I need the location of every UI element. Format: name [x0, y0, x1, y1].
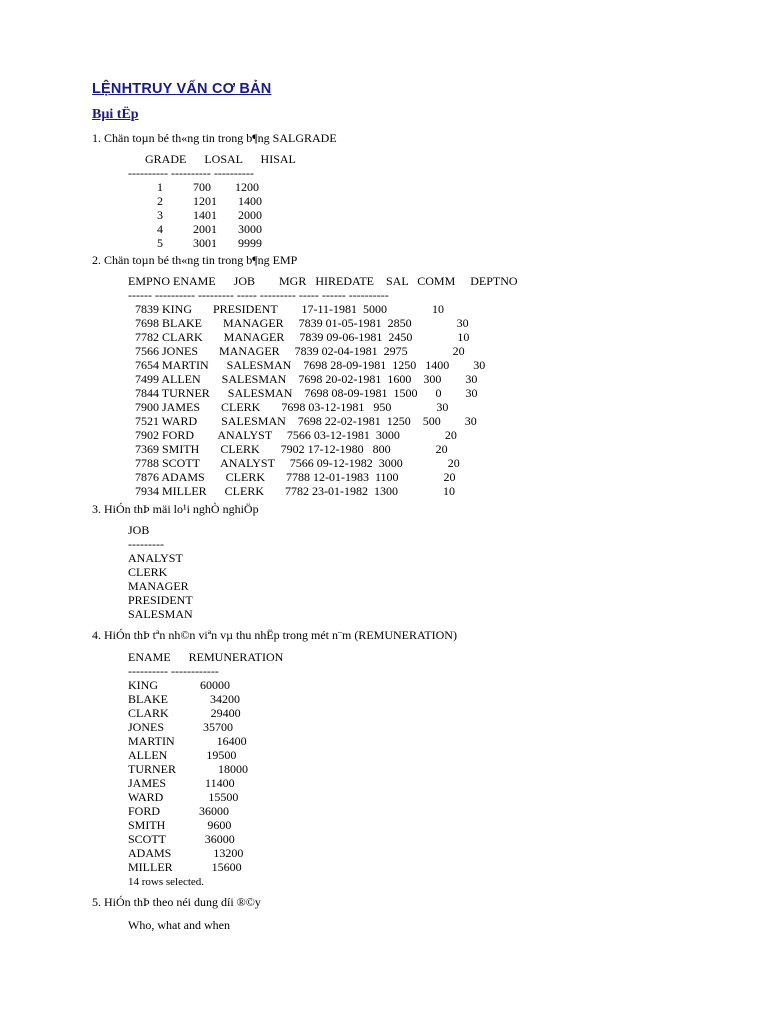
emp-row: 7902 FORD ANALYST 7566 03-12-1981 3000 20 — [135, 428, 457, 442]
job-row: PRESIDENT — [128, 593, 193, 607]
remuneration-row: SMITH 9600 — [128, 818, 232, 832]
remuneration-row: BLAKE 34200 — [128, 692, 240, 706]
emp-row: 7566 JONES MANAGER 7839 02-04-1981 2975 20 — [135, 344, 465, 358]
job-row: SALESMAN — [128, 607, 193, 621]
question-4-label: 4. HiÓn thÞ tªn nh©n viªn vµ thu nhËp trong mét n¨m (REMUNERATION) — [92, 628, 457, 642]
job-row: ANALYST — [128, 551, 183, 565]
job-row: CLERK — [128, 565, 168, 579]
remuneration-row: CLARK 29400 — [128, 706, 241, 720]
remuneration-row: MILLER 15600 — [128, 860, 242, 874]
emp-row: 7782 CLARK MANAGER 7839 09-06-1981 2450 10 — [135, 330, 470, 344]
emp-divider: ------ ---------- --------- ----- --------- ----- ------ ---------- — [128, 288, 389, 302]
job-divider: --------- — [128, 537, 164, 551]
emp-row: 7900 JAMES CLERK 7698 03-12-1981 950 30 — [135, 400, 449, 414]
job-header: JOB — [128, 523, 150, 537]
question-5-label: 5. HiÓn thÞ theo néi dung díi ®©y — [92, 895, 261, 909]
salgrade-header: GRADE LOSAL HISAL — [145, 152, 296, 166]
remuneration-row: FORD 36000 — [128, 804, 230, 818]
remuneration-header: ENAME REMUNERATION — [128, 650, 284, 664]
remuneration-row: ALLEN 19500 — [128, 748, 237, 762]
remuneration-row: WARD 15500 — [128, 790, 239, 804]
question-2-label: 2. Chän toµn bé th«ng tin trong b¶ng EMP — [92, 253, 298, 267]
question-3-label: 3. HiÓn thÞ mäi lo¹i nghÒ nghiÖp — [92, 502, 259, 516]
salgrade-row: 4 2001 3000 — [157, 222, 262, 236]
remuneration-divider: ---------- ------------ — [128, 664, 219, 678]
remuneration-row: JAMES 11400 — [128, 776, 235, 790]
remuneration-row: SCOTT 36000 — [128, 832, 235, 846]
emp-row: 7499 ALLEN SALESMAN 7698 20-02-1981 1600 300 30 — [135, 372, 478, 386]
salgrade-divider: ---------- ---------- ---------- — [128, 166, 254, 180]
emp-row: 7934 MILLER CLERK 7782 23-01-1982 1300 10 — [135, 484, 455, 498]
salgrade-row: 1 700 1200 — [157, 180, 259, 194]
emp-row: 7839 KING PRESIDENT 17-11-1981 5000 10 — [135, 302, 444, 316]
remuneration-row: TURNER 18000 — [128, 762, 248, 776]
remuneration-row: MARTIN 16400 — [128, 734, 247, 748]
remuneration-row: JONES 35700 — [128, 720, 234, 734]
question-1-label: 1. Chän toµn bé th«ng tin trong b¶ng SALGRADE — [92, 131, 337, 145]
salgrade-row: 5 3001 9999 — [157, 236, 262, 250]
salgrade-row: 2 1201 1400 — [157, 194, 262, 208]
emp-row: 7876 ADAMS CLERK 7788 12-01-1983 1100 20 — [135, 470, 456, 484]
question-5-text: Who, what and when — [128, 918, 230, 932]
section-subtitle: Bµi tËp — [92, 107, 139, 122]
emp-row: 7788 SCOTT ANALYST 7566 09-12-1982 3000 20 — [135, 456, 460, 470]
emp-row: 7521 WARD SALESMAN 7698 22-02-1981 1250 500 30 — [135, 414, 477, 428]
salgrade-row: 3 1401 2000 — [157, 208, 262, 222]
emp-row: 7844 TURNER SALESMAN 7698 08-09-1981 1500 0 30 — [135, 386, 478, 400]
rows-selected-footer: 14 rows selected. — [128, 876, 205, 888]
emp-row: 7654 MARTIN SALESMAN 7698 28-09-1981 1250 1400 30 — [135, 358, 486, 372]
page-title: LỆNHTRUY VẤN CƠ BẢN — [92, 81, 272, 97]
job-row: MANAGER — [128, 579, 189, 593]
emp-row: 7698 BLAKE MANAGER 7839 01-05-1981 2850 30 — [135, 316, 469, 330]
remuneration-row: ADAMS 13200 — [128, 846, 244, 860]
remuneration-row: KING 60000 — [128, 678, 230, 692]
emp-header: EMPNO ENAME JOB MGR HIREDATE SAL COMM DEPTNO — [128, 274, 518, 288]
emp-row: 7369 SMITH CLERK 7902 17-12-1980 800 20 — [135, 442, 448, 456]
